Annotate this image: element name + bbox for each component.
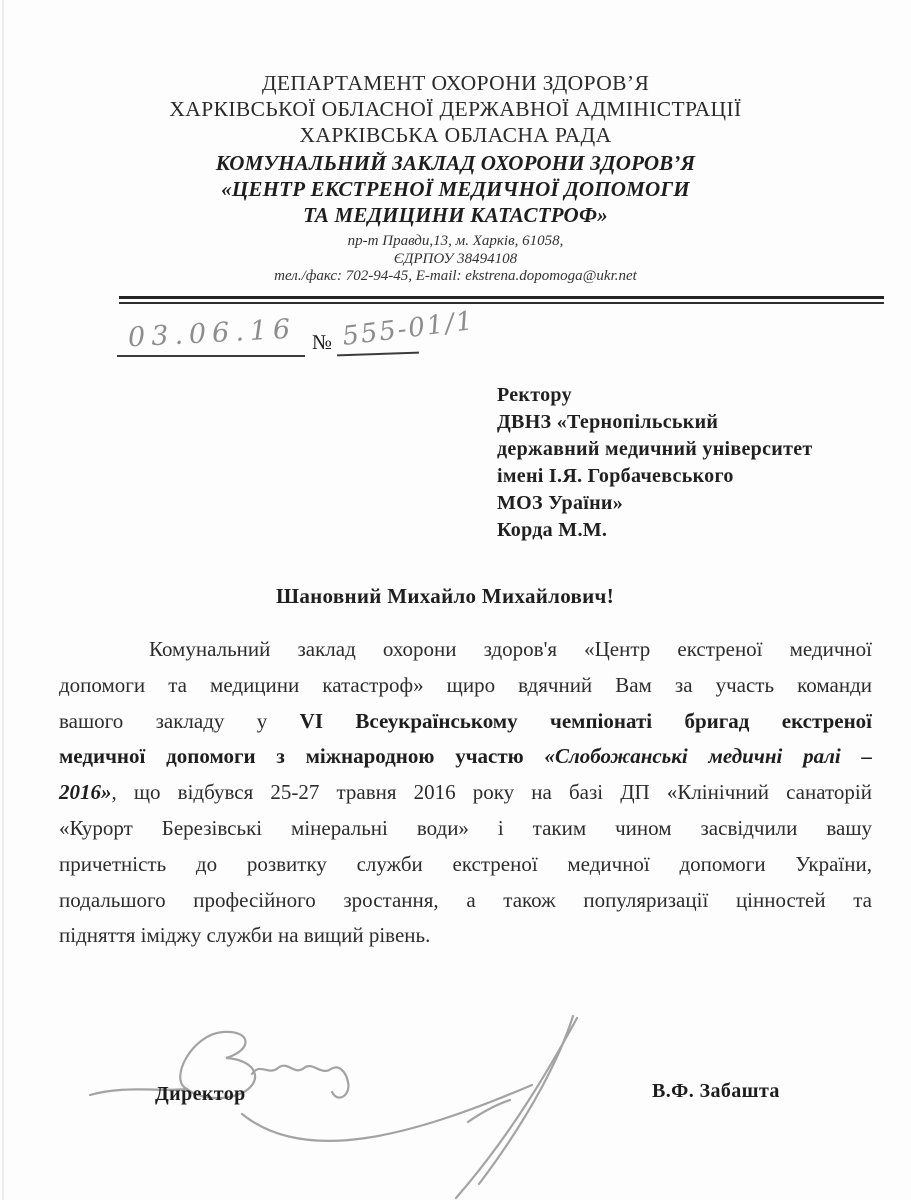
body-line: [59, 811, 872, 847]
body-line: [59, 918, 872, 954]
director-name: В.Ф. Забашта: [652, 1080, 780, 1102]
letterhead: [0, 70, 911, 286]
recipient-line: Ректору: [497, 384, 572, 406]
recipient-line: імені І.Я. Горбачевського: [497, 465, 734, 487]
recipient-line: ДВНЗ «Тернопільський: [497, 411, 719, 433]
institution-line: «ЦЕНТР ЕКСТРЕНОЇ МЕДИЧНОЇ ДОПОМОГИ: [221, 177, 690, 201]
body-line: [59, 632, 872, 668]
director-title: Директор: [155, 1083, 246, 1105]
body-line: [59, 775, 872, 811]
body-line: [59, 668, 872, 704]
salutation: Шановний Михайло Михайлович!: [276, 584, 614, 608]
org-line: ХАРКІВСЬКА ОБЛАСНА РАДА: [299, 123, 612, 147]
body-text-segment: «Слобожанські медичні ралі –: [544, 744, 872, 769]
recipient-line: державний медичний університет: [497, 438, 813, 460]
address-line: пр-т Правди,13, м. Харків, 61058,: [347, 233, 564, 249]
recipient-line: Корда М.М.: [497, 519, 608, 541]
body-line: [59, 883, 872, 919]
institution-line: КОМУНАЛЬНИЙ ЗАКЛАД ОХОРОНИ ЗДОРОВ’Я: [215, 151, 696, 175]
body-text-segment: допомоги та медицини катастроф» щиро вдячний Вам за участь команди: [59, 672, 872, 697]
contact-block: [0, 233, 911, 286]
body-text-segment: вашого закладу у: [59, 708, 300, 733]
body-text-segment: 2016»: [59, 780, 112, 805]
body-text-segment: Комунальний заклад охорони здоров'я «Центр екстреної медичної: [149, 637, 872, 661]
numero-sign: №: [312, 330, 333, 354]
number-underline: [337, 352, 419, 357]
recipient-block: [497, 382, 813, 544]
organization-block: [0, 70, 911, 148]
body-text-segment: медичної допомоги з міжнародною участю: [59, 744, 545, 769]
letterhead-divider-rule: [119, 296, 884, 304]
body-line: [59, 847, 872, 883]
body-paragraph: [59, 632, 872, 954]
institution-block: [0, 150, 911, 228]
body-text-segment: , що відбувся 25-27 травня 2016 року на базі ДП «Клінічний санаторій: [111, 780, 872, 805]
recipient-line: МОЗ Ураїни»: [497, 492, 624, 514]
handwritten-date: 03.06.16: [127, 313, 297, 354]
edrpou-line: ЄДРПОУ 38494108: [393, 250, 518, 267]
org-line: ХАРКІВСЬКОЇ ОБЛАСНОЇ ДЕРЖАВНОЇ АДМІНІСТРАЦІЇ: [169, 97, 742, 121]
org-line: ДЕПАРТАМЕНТ ОХОРОНИ ЗДОРОВ’Я: [261, 71, 650, 95]
date-underline: [117, 355, 305, 357]
body-text-segment: VI Всеукраїнському чемпіонаті бригад екстреної: [299, 708, 873, 733]
body-text-segment: «Курорт Березівські мінеральні води» і таким чином засвідчили вашу: [59, 815, 872, 840]
body-text-segment: причетність до розвитку служби екстреної медичної допомоги України,: [59, 851, 872, 876]
institution-line: ТА МЕДИЦИНИ КАТАСТРОФ»: [303, 203, 608, 227]
body-text-segment: подальшого професійного зростання, а також популяризації цінностей та: [59, 887, 872, 912]
body-text-segment: підняття іміджу служби на вищий рівень.: [59, 923, 431, 948]
body-line: [59, 704, 872, 740]
body-line: [59, 739, 872, 775]
handwritten-outgoing-number: 555-01/1: [340, 306, 477, 352]
phone-email-line: тел./факс: 702-94-45, E-mail: ekstrena.dopomoga@ukr.net: [274, 268, 637, 284]
